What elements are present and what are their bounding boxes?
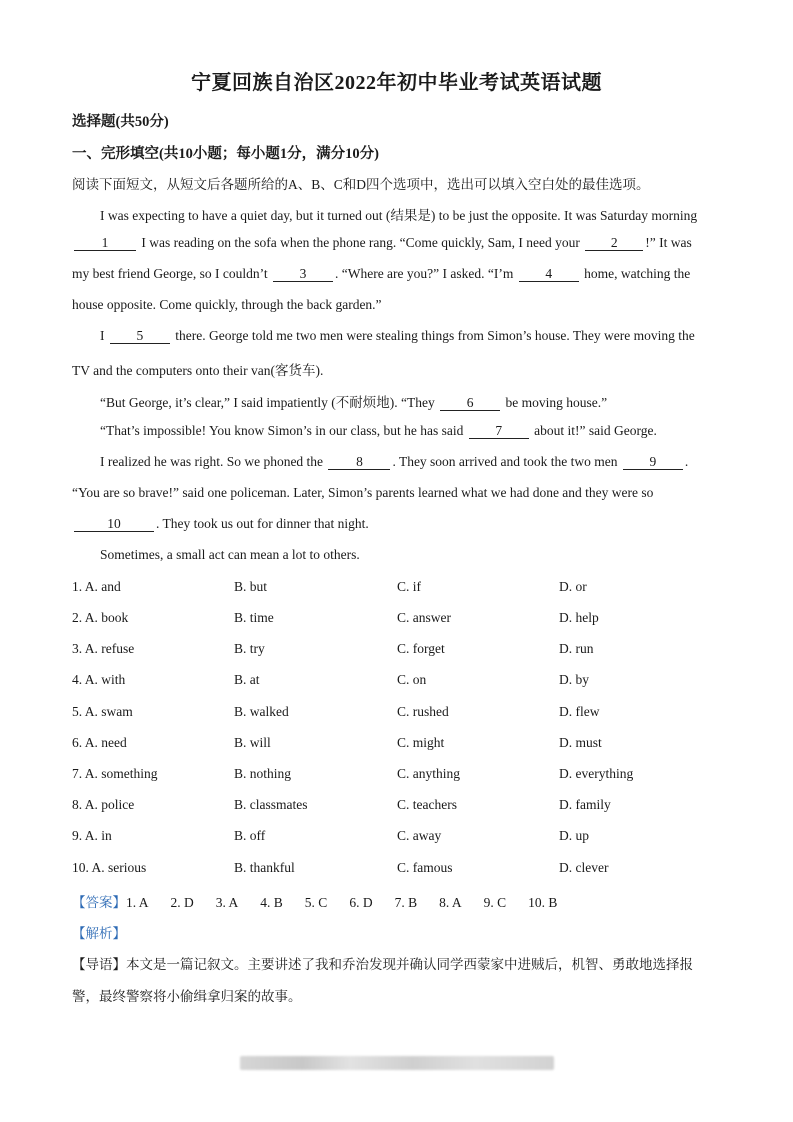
blank-9: 9 — [623, 454, 683, 470]
option-d: D. or — [559, 579, 587, 594]
passage-line: my best friend George, so I couldn’t 3 . “Where are you?” I asked. “I’m 4 home, watching the — [72, 266, 691, 281]
option-c: C. answer — [397, 610, 451, 625]
option-b: B. will — [234, 735, 271, 750]
option-d: D. must — [559, 735, 602, 750]
blank-8: 8 — [328, 454, 390, 470]
passage-line: TV and the computers onto their van(客货车). — [72, 363, 324, 378]
analysis-line — [72, 922, 126, 942]
option-c: C. might — [397, 735, 445, 750]
option-b: B. nothing — [234, 766, 292, 781]
option-a: 6. A. need — [72, 735, 127, 750]
option-d: D. flew — [559, 704, 600, 719]
passage-line: “But George, it’s clear,” I said impatiently (不耐烦地). “They 6 be moving house.” — [100, 395, 608, 410]
option-c: C. rushed — [397, 704, 449, 719]
option-a: 9. A. in — [72, 828, 112, 843]
option-b: B. try — [234, 641, 265, 656]
answer-item: 9. C — [483, 895, 507, 910]
option-c: C. famous — [397, 860, 453, 875]
blank-1: 1 — [74, 235, 136, 251]
answer-line — [72, 891, 579, 911]
option-d: D. family — [559, 797, 611, 812]
analysis-tag: 【解析】 — [72, 926, 126, 941]
passage-line: “That’s impossible! You know Simon’s in our class, but he has said 7 about it!” said George. — [100, 423, 657, 438]
option-c: C. if — [397, 579, 422, 594]
option-d: D. help — [559, 610, 599, 625]
option-a: 7. A. something — [72, 766, 158, 781]
answer-item: 1. A — [126, 895, 149, 910]
option-d: D. clever — [559, 860, 609, 875]
passage-line: 10 . They took us out for dinner that night. — [72, 516, 369, 532]
option-a: 10. A. serious — [72, 860, 147, 875]
option-c: C. away — [397, 828, 442, 843]
option-b: B. time — [234, 610, 274, 625]
option-d: D. everything — [559, 766, 634, 781]
option-a: 2. A. book — [72, 610, 129, 625]
option-b: B. classmates — [234, 797, 308, 812]
passage-line: Sometimes, a small act can mean a lot to others. — [100, 547, 360, 562]
option-d: D. by — [559, 672, 589, 687]
option-c: C. anything — [397, 766, 460, 781]
guide-line — [72, 953, 693, 973]
blank-4: 4 — [519, 266, 579, 282]
option-a: 3. A. refuse — [72, 641, 135, 656]
passage-line: I was expecting to have a quiet day, but it turned out (结果是) to be just the opposite. It was Saturday morning — [100, 208, 698, 223]
option-c: C. on — [397, 672, 427, 687]
answer-item: 7. B — [394, 895, 418, 910]
passage-line: “You are so brave!” said one policeman. Later, Simon’s parents learned what we had done and they were so — [72, 485, 654, 500]
option-c: C. forget — [397, 641, 445, 656]
option-d: D. up — [559, 828, 589, 843]
blurred-watermark — [240, 1056, 554, 1070]
blank-7: 7 — [469, 423, 529, 439]
answer-item: 10. B — [528, 895, 558, 910]
blank-2: 2 — [585, 235, 643, 251]
option-a: 1. A. and — [72, 579, 121, 594]
option-b: B. thankful — [234, 860, 295, 875]
blank-10: 10 — [74, 516, 154, 532]
option-b: B. walked — [234, 704, 289, 719]
answer-item: 8. A — [439, 895, 462, 910]
passage-line: I 5 there. George told me two men were stealing things from Simon’s house. They were moving the — [100, 328, 695, 343]
option-b: B. off — [234, 828, 266, 843]
passage-line: house opposite. Come quickly, through the back garden.” — [72, 297, 382, 312]
guide-line: 警，最终警察将小偷缉拿归案的故事。 — [72, 989, 302, 1004]
answer-item: 6. D — [349, 895, 373, 910]
instruction-text: 阅读下面短文，从短文后各题所给的A、B、C和D四个选项中，选出可以填入空白处的最佳选项。 — [72, 177, 650, 192]
answer-item: 2. D — [170, 895, 194, 910]
passage-line: I realized he was right. So we phoned the 8 . They soon arrived and took the two men 9 . — [100, 454, 689, 469]
option-a: 4. A. with — [72, 672, 126, 687]
answer-item: 3. A — [215, 895, 239, 910]
option-a: 8. A. police — [72, 797, 135, 812]
section-heading: 选择题(共50分) — [72, 114, 169, 130]
blank-5: 5 — [110, 328, 170, 344]
guide-text: 本文是一篇记叙文。主要讲述了我和乔治发现并确认同学西蒙家中进贼后，机智、勇敢地选择报 — [126, 957, 693, 972]
blank-3: 3 — [273, 266, 333, 282]
answer-item: 5. C — [304, 895, 328, 910]
option-b: B. but — [234, 579, 268, 594]
answer-tag: 【答案】 — [72, 895, 126, 910]
part-heading: 一、完形填空(共10小题；每小题1分，满分10分) — [72, 146, 379, 162]
page-title: 宁夏回族自治区2022年初中毕业考试英语试题 — [191, 72, 602, 94]
option-c: C. teachers — [397, 797, 457, 812]
option-b: B. at — [234, 672, 260, 687]
guide-tag: 【导语】 — [72, 957, 126, 972]
answer-item: 4. B — [260, 895, 283, 910]
blank-6: 6 — [440, 395, 500, 411]
passage-line: 1 I was reading on the sofa when the phone rang. “Come quickly, Sam, I need your 2 !” It was — [72, 235, 692, 251]
option-d: D. run — [559, 641, 594, 656]
option-a: 5. A. swam — [72, 704, 133, 719]
